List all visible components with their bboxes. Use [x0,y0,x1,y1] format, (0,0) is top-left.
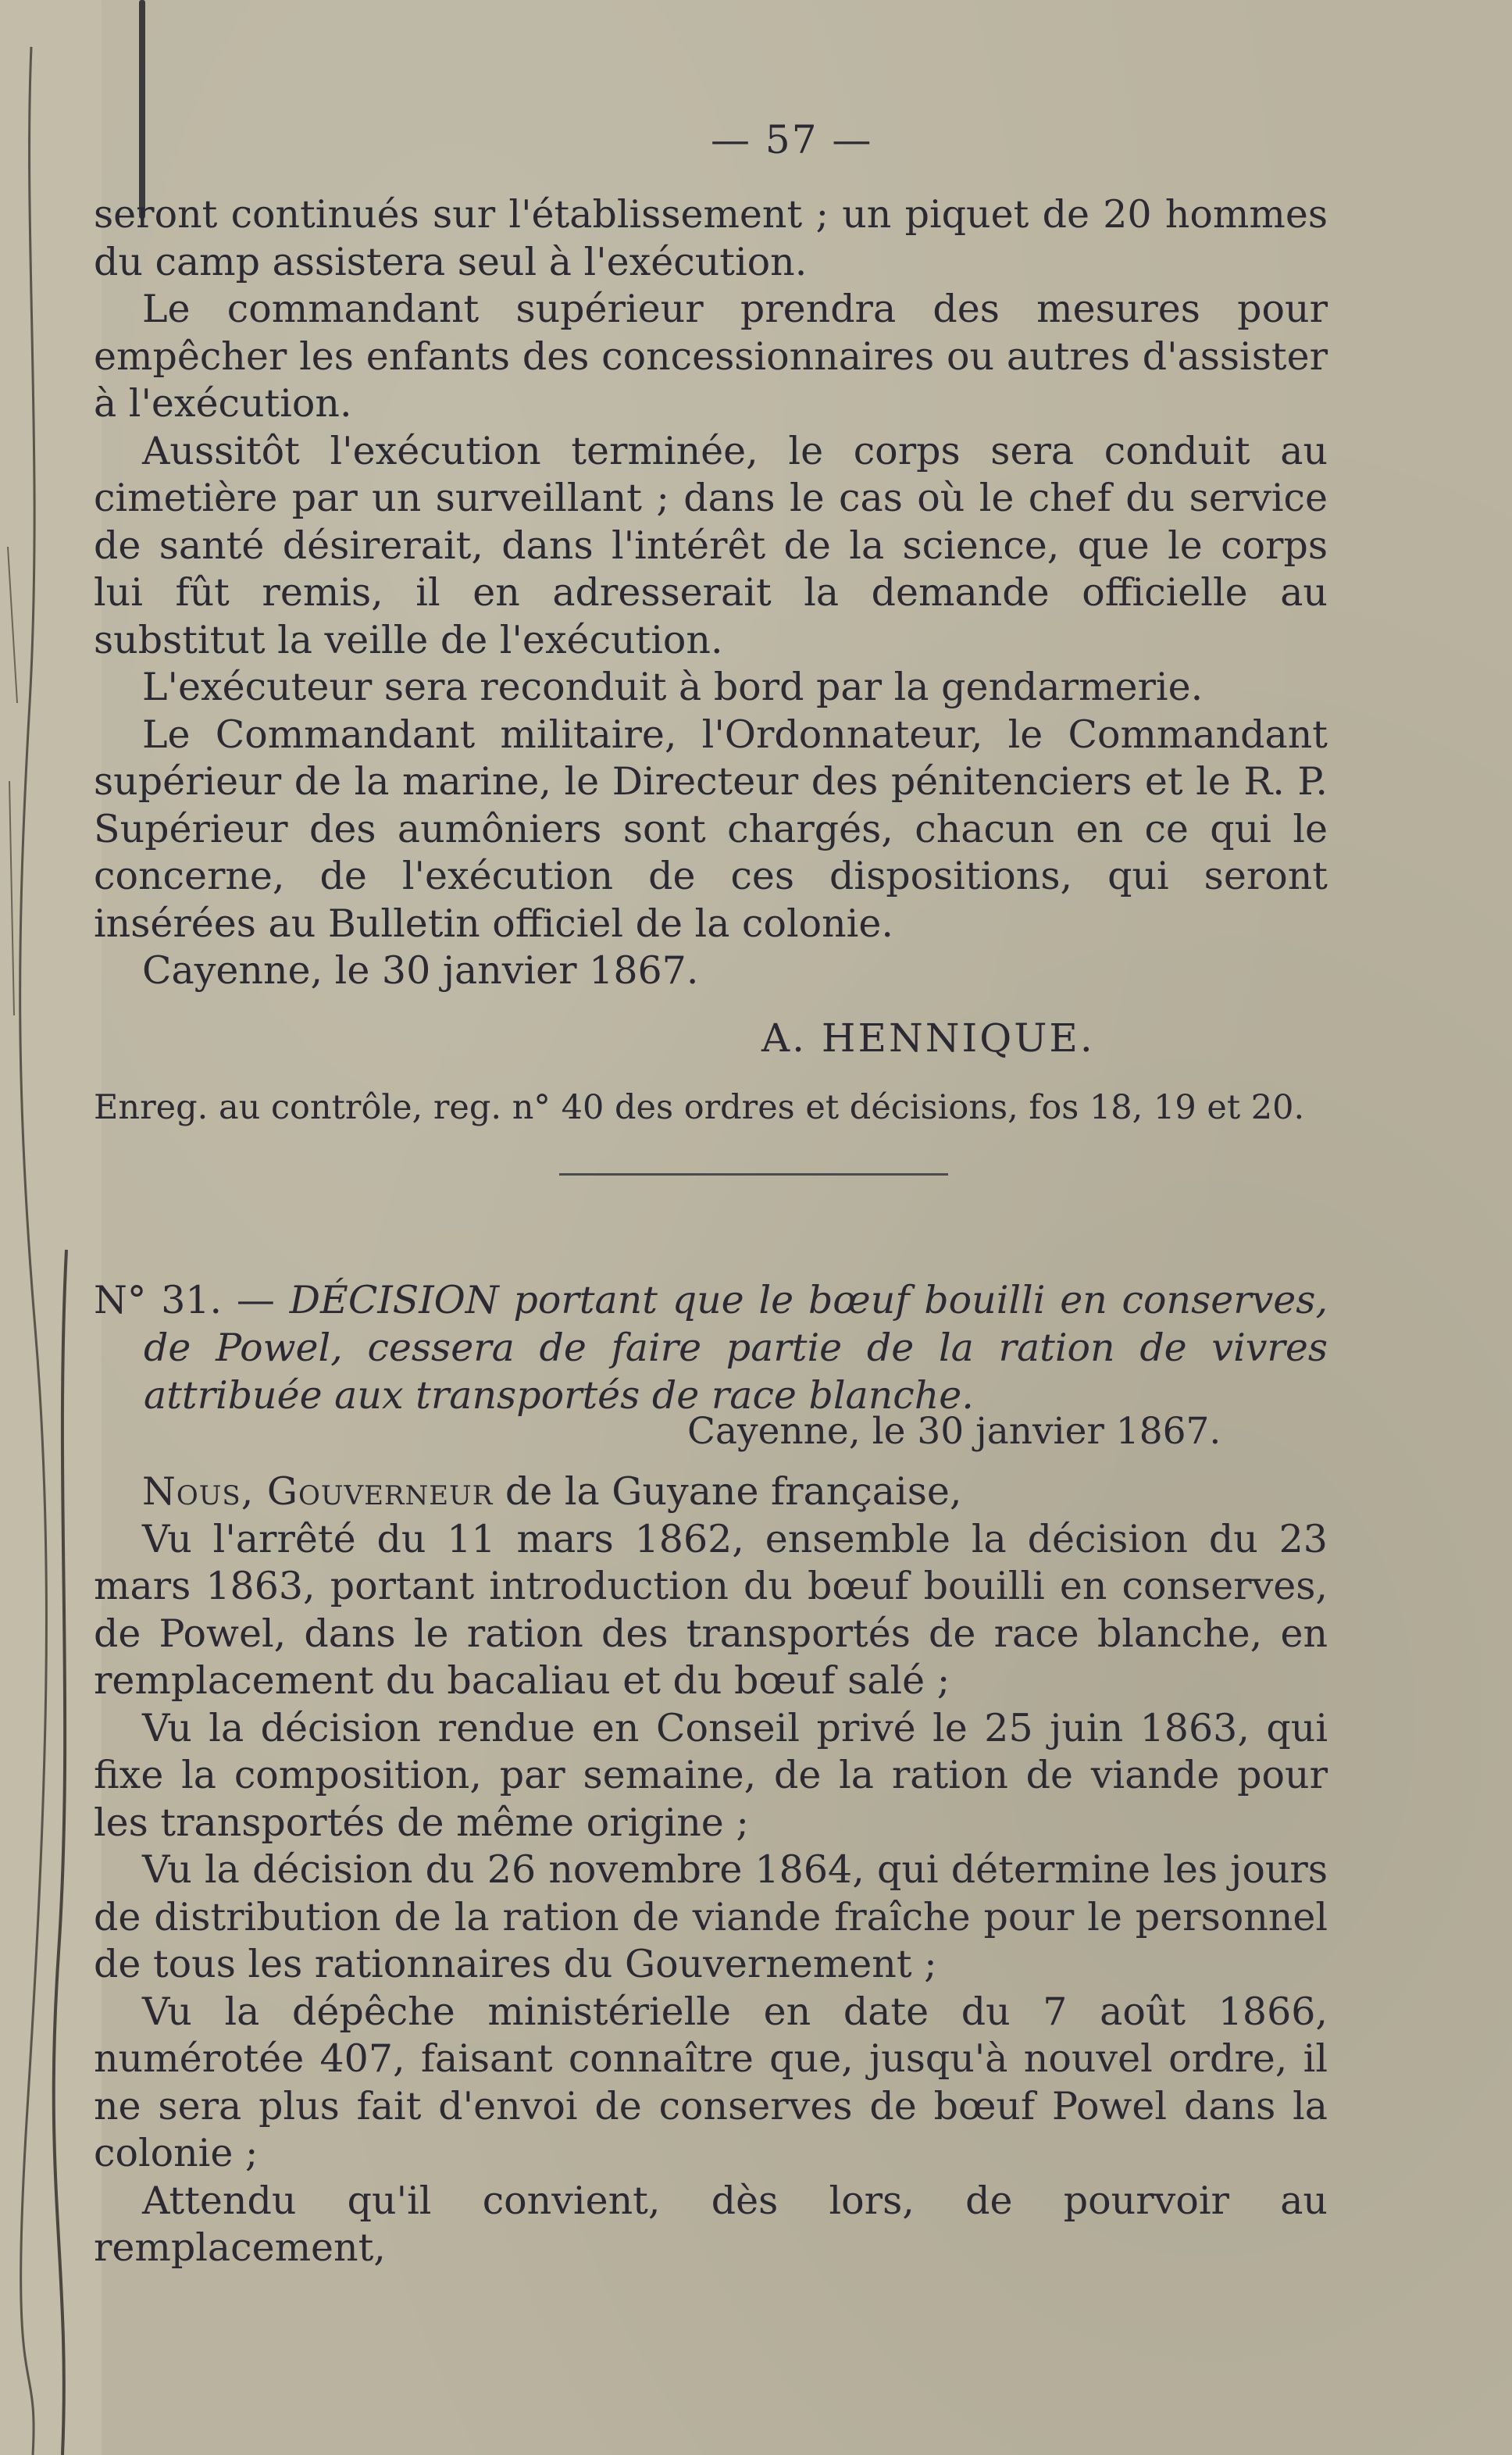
decision-title-word: DÉCISION [289,1278,499,1322]
section-divider [559,1173,948,1176]
page-number: — 57 — [711,117,873,162]
binding-edge-decoration [0,0,102,2455]
previous-decree-continuation [94,191,1328,995]
paragraph: Attendu qu'il convient, dès lors, de pourvoir au remplacement, [94,2178,1328,2270]
paragraph: L'exécuteur sera reconduit à bord par la gendarmerie. [142,665,1204,709]
decision-number: N° 31. — [94,1278,275,1322]
decision-body [94,1468,1328,2272]
paragraph: seront continués sur l'établissement ; un piquet de 20 hommes du camp assistera seul à l'exécution. [94,192,1328,284]
registration-note: Enreg. au contrôle, reg. n° 40 des ordres et décisions, fos 18, 19 et 20. [94,1088,1305,1127]
paragraph: Vu la décision du 26 novembre 1864, qui détermine les jours de distribution de la ration de viande fraîche pour le personnel de tous les rationnaires du Gouvernement ; [94,1847,1328,1986]
paragraph: Vu la dépêche ministérielle en date du 7 août 1866, numérotée 407, faisant connaître que, jusqu'à nouvel ordre, il ne sera plus fait d'envoi de conserves de bœuf Powel dans la colonie ; [94,1989,1328,2175]
paragraph: Le Commandant militaire, l'Ordonnateur, le Commandant supérieur de la marine, le Directeur des pénitenciers et le R. P. Supérieur des aumôniers sont chargés, chacun en ce qui le concerne, de l'exécution de ces dispositions, qui seront insérées au Bulletin officiel de la colonie. [94,712,1328,946]
fold-mark [139,0,145,219]
paragraph: Le commandant supérieur prendra des mesures pour empêcher les enfants des concessionnaires ou autres d'assister à l'exécution. [94,287,1328,426]
decision-dateline: Cayenne, le 30 janvier 1867. [687,1410,1221,1453]
opening-rest: de la Guyane française, [505,1469,962,1514]
paragraph: Vu la décision rendue en Conseil privé le 25 juin 1863, qui fixe la composition, par semaine, de la ration de viande pour les transportés de même origine ; [94,1705,1328,1845]
paragraph: Aussitôt l'exécution terminée, le corps sera conduit au cimetière par un surveillant ; dans le cas où le chef du service de santé désirerait, dans l'intérêt de la science, que le corps lui fût remis, il en adresserait la demande officielle au substitut la veille de l'exécution. [94,428,1328,662]
decision-title: portant que le bœuf bouilli en conserves, de Powel, cessera de faire partie de la ration de vivres attribuée aux transportés de race blanche. [144,1278,1328,1418]
place-date: Cayenne, le 30 janvier 1867. [142,948,699,993]
paragraph: Vu l'arrêté du 11 mars 1862, ensemble la décision du 23 mars 1863, portant introduction du bœuf bouilli en conserves, de Powel, dans le ration des transportés de race blanche, en remplacement du bacaliau et du bœuf salé ; [94,1516,1328,1703]
opening-caps: Nous, Gouverneur [142,1469,494,1514]
signature: A. HENNIQUE. [761,1015,1095,1061]
opening-line [94,1468,1328,1516]
